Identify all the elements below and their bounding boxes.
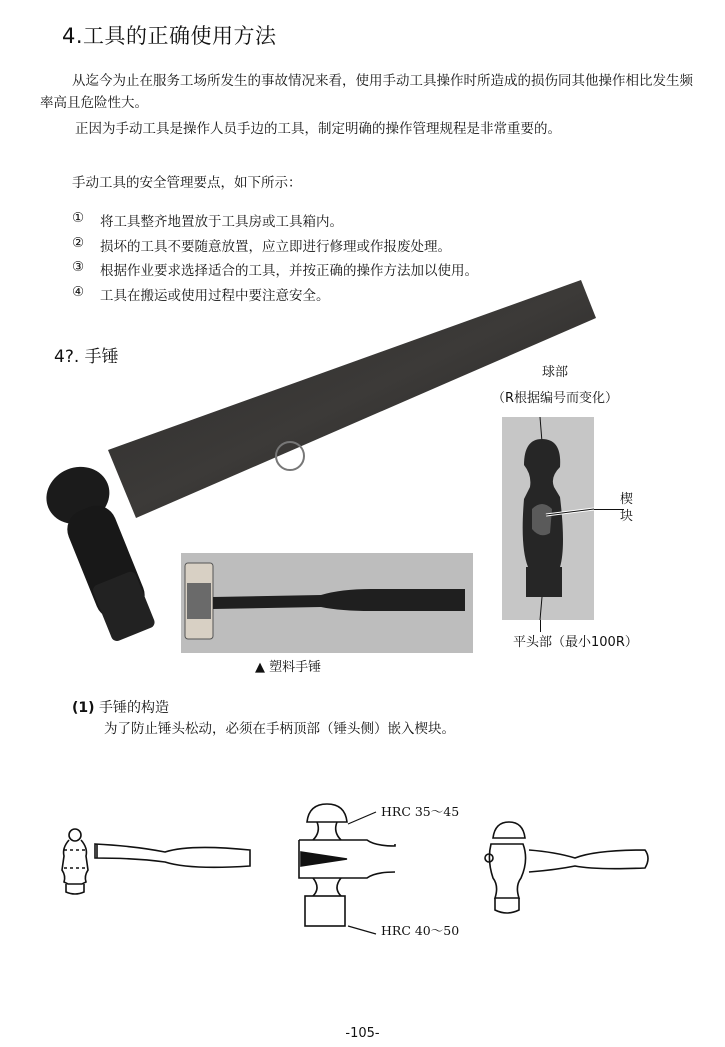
page-number: -105- (345, 1026, 380, 1041)
hammer-section-title: 4?. 手锤 (54, 347, 119, 367)
structure-body: 为了防止锤头松动，必须在手柄顶部（锤头侧）嵌入楔块。 (104, 721, 455, 737)
plastic-hammer-caption: ▲ 塑料手锤 (255, 660, 322, 675)
label-wedge-1: 楔 (620, 492, 634, 507)
structure-heading (72, 697, 169, 717)
intro-paragraph-2: 正因为手动工具是操作人员手边的工具，制定明确的操作管理规程是非常重要的。 (75, 121, 561, 137)
plastic-hammer-photo (181, 553, 473, 653)
hrc-top-label: HRC 35～45 (381, 804, 460, 819)
label-ball-note: （R根据编号而变化） (492, 391, 619, 406)
list-number: ④ (72, 283, 85, 300)
disassembled-hammer-drawing (40, 800, 250, 894)
list-number: ① (72, 210, 85, 226)
list-text: 根据作业要求选择适合的工具，并按正确的操作方法加以使用。 (100, 263, 478, 279)
list-text: 工具在搬运或使用过程中要注意安全。 (100, 287, 330, 304)
label-wedge-2: 块 (620, 509, 634, 524)
list-item (72, 235, 478, 260)
label-ball-part: 球部 (542, 365, 569, 380)
intro-paragraph-1: 从迄今为止在服务工场所发生的事故情况来看，使用手动工具操作时所造成的损伤同其他操作相比发生频率高且危险性大。 (40, 73, 693, 111)
intro-paragraph-3: 手动工具的安全管理要点，如下所示： (72, 175, 302, 191)
hammer-head-photo (502, 417, 594, 620)
list-text: 损坏的工具不要随意放置，应立即进行修理或作报废处理。 (100, 238, 451, 255)
cross-section-drawing (299, 804, 395, 926)
list-item (72, 210, 478, 235)
list-number: ② (72, 234, 85, 251)
structure-number: (1) (72, 700, 95, 716)
page-title: 4.工具的正确使用方法 (62, 24, 277, 48)
structure-title: 手锤的构造 (99, 700, 169, 716)
assembled-hammer-drawing (485, 822, 648, 913)
hammer-structure-diagram (40, 800, 680, 950)
list-text: 将工具整齐地置放于工具房或工具箱内。 (100, 214, 343, 230)
list-number: ③ (72, 259, 85, 275)
hrc-bottom-label: HRC 40～50 (381, 923, 460, 938)
label-flat-part: 平头部（最小100R） (513, 635, 638, 650)
